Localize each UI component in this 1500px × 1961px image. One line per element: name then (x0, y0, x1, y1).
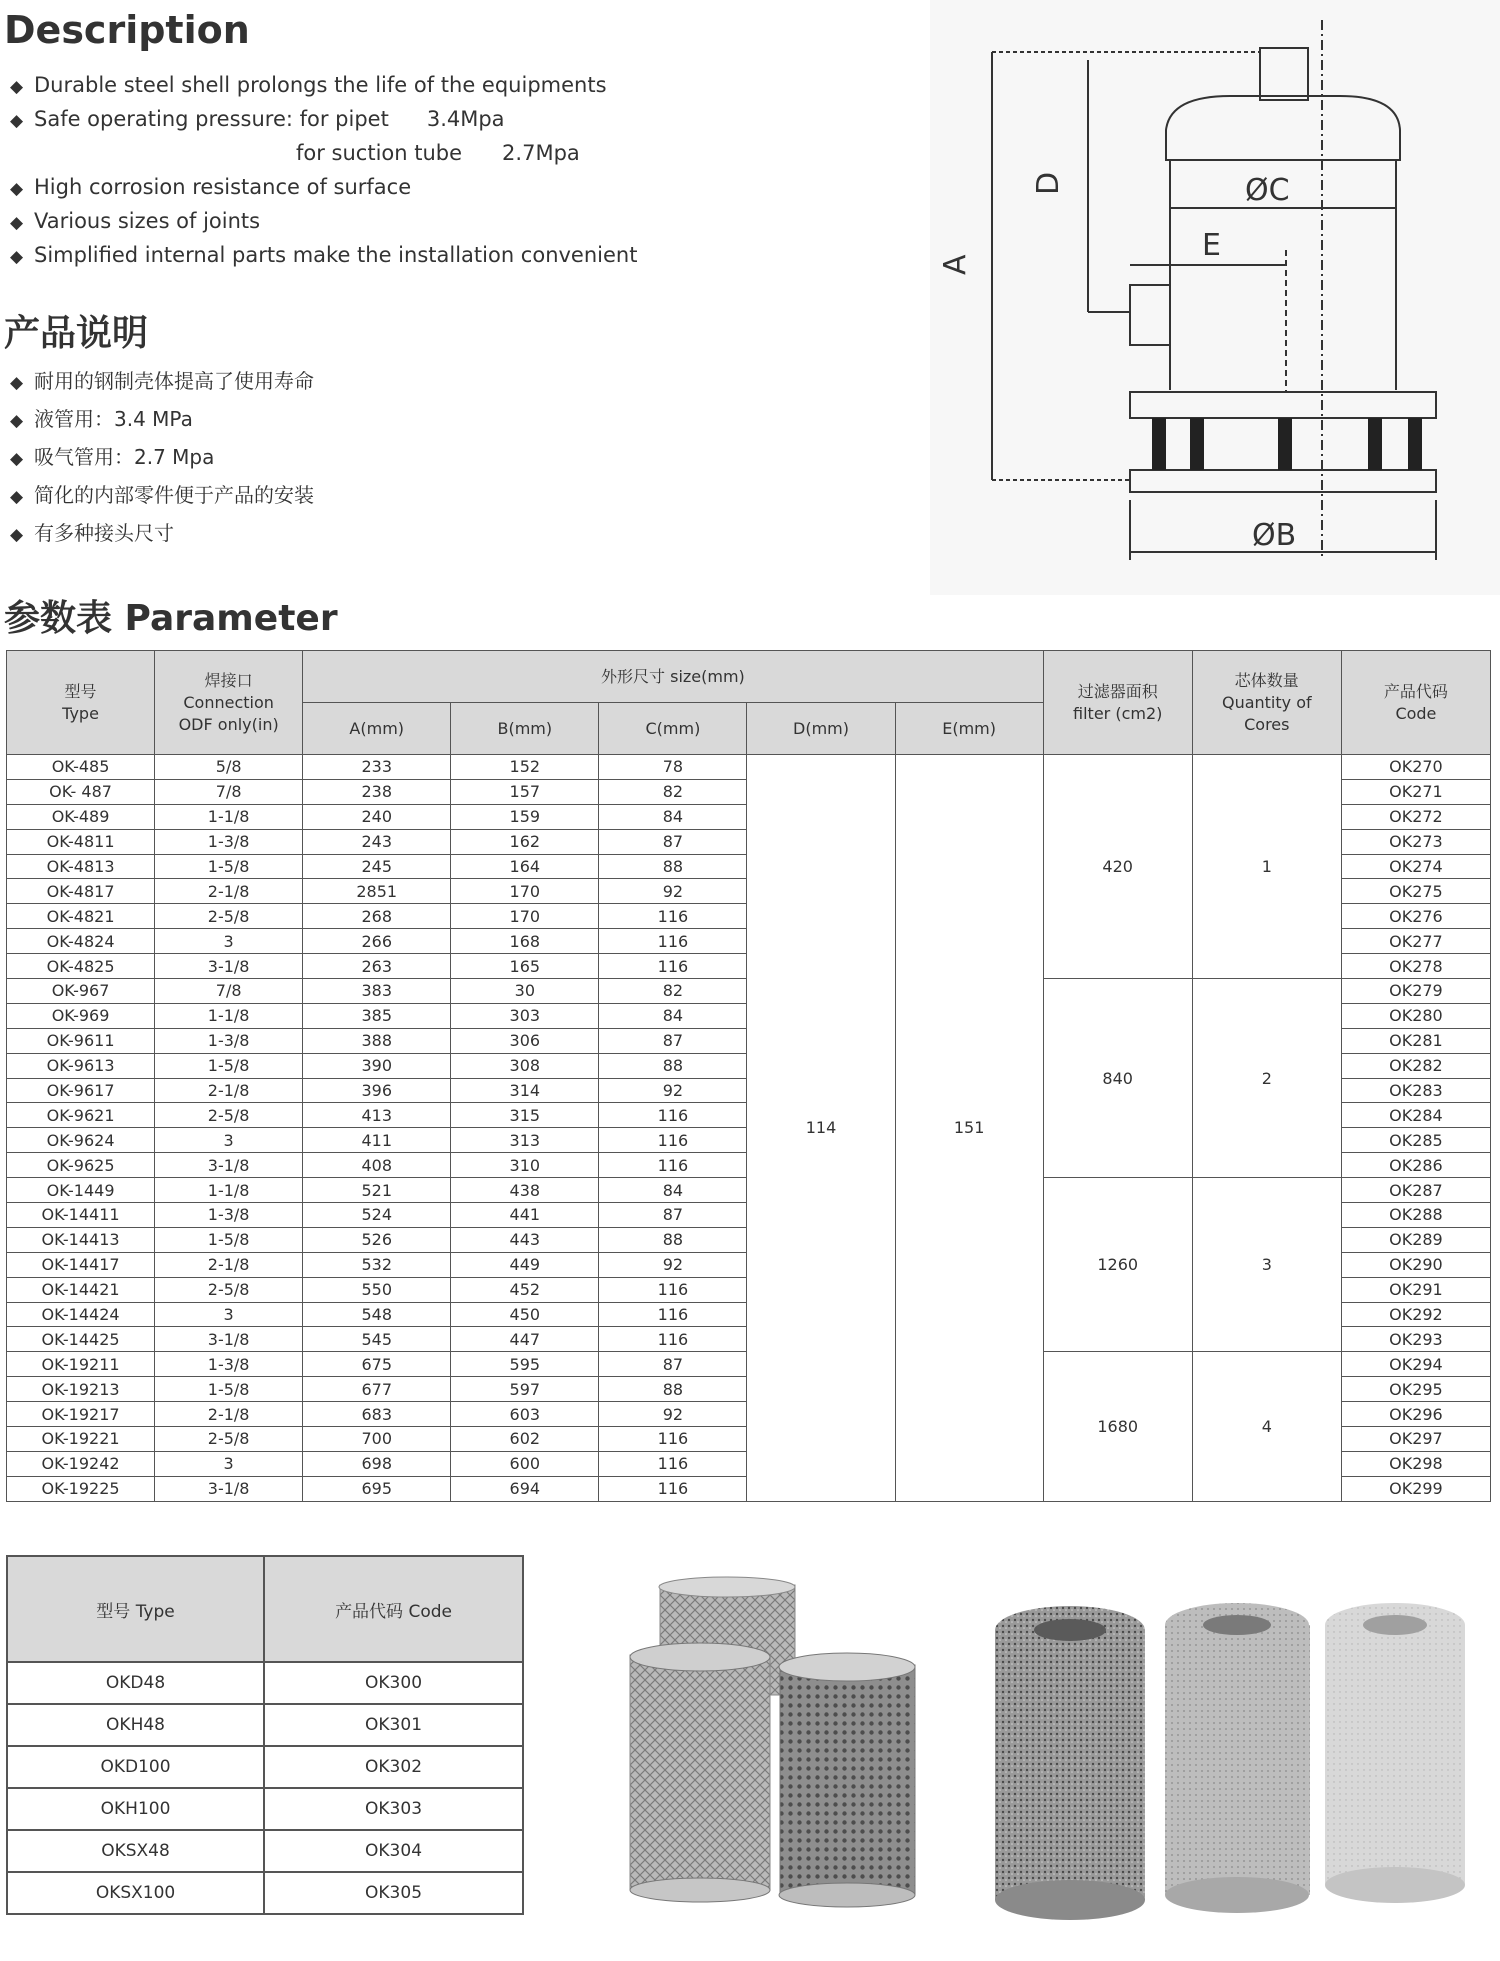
cell-code: OK282 (1341, 1053, 1490, 1078)
cell-type: OK-19225 (7, 1476, 155, 1501)
diamond-bullet-icon: ◆ (10, 77, 24, 97)
header-b: B(mm) (451, 703, 599, 755)
diamond-bullet-icon: ◆ (10, 111, 24, 131)
diamond-bullet-icon: ◆ (10, 449, 24, 469)
table-row (7, 1788, 523, 1830)
cell-c: 116 (599, 1277, 747, 1302)
cell-core-type: OKD48 (7, 1662, 264, 1704)
upper-flange-shape (1130, 392, 1436, 418)
cell-c: 84 (599, 1178, 747, 1203)
cores-header-type: 型号 Type (7, 1556, 264, 1662)
cell-code: OK272 (1341, 804, 1490, 829)
cn-bullet-text: 有多种接头尺寸 (34, 521, 174, 545)
parameter-table-body (7, 755, 1491, 1502)
bullet-text: High corrosion resistance of surface (34, 175, 412, 199)
pressure-suction-value: 2.7Mpa (502, 141, 580, 165)
cell-b: 443 (451, 1227, 599, 1252)
cell-connection: 2-1/8 (155, 1402, 303, 1427)
cell-type: OK-489 (7, 804, 155, 829)
cell-a: 524 (303, 1203, 451, 1228)
cell-type: OK-9621 (7, 1103, 155, 1128)
bullet-item (10, 170, 637, 204)
cell-cores: 3 (1192, 1178, 1341, 1352)
header-a: A(mm) (303, 703, 451, 755)
cell-a: 526 (303, 1227, 451, 1252)
metal-filter-cores-photo (615, 1575, 935, 1915)
cell-c: 116 (599, 1302, 747, 1327)
cell-code: OK277 (1341, 929, 1490, 954)
cell-a: 413 (303, 1103, 451, 1128)
cell-code: OK283 (1341, 1078, 1490, 1103)
cell-a: 388 (303, 1028, 451, 1053)
cell-a: 240 (303, 804, 451, 829)
bullet-text: Durable steel shell prolongs the life of the equipments (34, 73, 607, 97)
desiccant-cores-photo (995, 1600, 1485, 1930)
cell-a: 698 (303, 1451, 451, 1476)
table-row (7, 1830, 523, 1872)
cell-code: OK290 (1341, 1252, 1490, 1277)
cell-filter: 1680 (1043, 1352, 1192, 1501)
cell-c: 88 (599, 1377, 747, 1402)
cell-code: OK276 (1341, 904, 1490, 929)
cell-a: 2851 (303, 879, 451, 904)
cell-b: 602 (451, 1427, 599, 1452)
cell-code: OK292 (1341, 1302, 1490, 1327)
cell-type: OK-4817 (7, 879, 155, 904)
cell-c: 116 (599, 954, 747, 979)
cell-connection: 2-1/8 (155, 1078, 303, 1103)
cell-code: OK296 (1341, 1402, 1490, 1427)
cell-type: OK-1449 (7, 1178, 155, 1203)
cell-a: 545 (303, 1327, 451, 1352)
header-size: 外形尺寸 size(mm) (303, 651, 1043, 703)
cell-a: 683 (303, 1402, 451, 1427)
cell-c: 116 (599, 1103, 747, 1128)
cell-c: 116 (599, 1476, 747, 1501)
cell-type: OK-14413 (7, 1227, 155, 1252)
cell-b: 30 (451, 979, 599, 1004)
header-c: C(mm) (599, 703, 747, 755)
cell-c: 87 (599, 1352, 747, 1377)
cell-a: 521 (303, 1178, 451, 1203)
cell-connection: 1-5/8 (155, 854, 303, 879)
header-code: 产品代码 Code (1341, 651, 1490, 755)
cn-bullet-text: 液管用：3.4 MPa (34, 407, 193, 431)
bullet-text: Various sizes of joints (34, 209, 261, 233)
cell-c: 88 (599, 1227, 747, 1252)
cell-c: 116 (599, 1427, 747, 1452)
cell-b: 165 (451, 954, 599, 979)
description-bullets (10, 68, 637, 272)
diamond-bullet-icon: ◆ (10, 373, 24, 393)
cell-code: OK285 (1341, 1128, 1490, 1153)
bullet-text: Safe operating pressure: for pipet (34, 107, 389, 131)
cell-code: OK299 (1341, 1476, 1490, 1501)
cell-connection: 1-3/8 (155, 1203, 303, 1228)
cell-a: 396 (303, 1078, 451, 1103)
metal-cores-illustration (615, 1575, 935, 1915)
parameter-table (6, 650, 1491, 1502)
cell-code: OK274 (1341, 854, 1490, 879)
table-row (7, 1662, 523, 1704)
cell-c: 116 (599, 929, 747, 954)
bullet-text: Simplified internal parts make the installation convenient (34, 243, 638, 267)
cell-a: 245 (303, 854, 451, 879)
cell-connection: 1-3/8 (155, 1352, 303, 1377)
cell-type: OK-19242 (7, 1451, 155, 1476)
cell-b: 164 (451, 854, 599, 879)
cell-filter: 840 (1043, 979, 1192, 1178)
cell-a: 675 (303, 1352, 451, 1377)
cores-header-code: 产品代码 Code (264, 1556, 523, 1662)
cn-bullet-item (10, 362, 314, 400)
cell-b: 170 (451, 904, 599, 929)
cell-b: 310 (451, 1153, 599, 1178)
cell-c: 84 (599, 1003, 747, 1028)
cell-connection: 2-5/8 (155, 1427, 303, 1452)
cell-c: 92 (599, 1078, 747, 1103)
cell-type: OK-9625 (7, 1153, 155, 1178)
cell-a: 408 (303, 1153, 451, 1178)
cell-type: OK-19221 (7, 1427, 155, 1452)
cn-bullet-text: 简化的内部零件便于产品的安装 (34, 483, 314, 507)
cell-b: 308 (451, 1053, 599, 1078)
cell-connection: 3 (155, 1128, 303, 1153)
description-title: Description (4, 8, 250, 52)
dim-label-d: D (1031, 171, 1066, 195)
cell-connection: 2-5/8 (155, 1277, 303, 1302)
cell-c: 87 (599, 1203, 747, 1228)
cell-type: OK-14411 (7, 1203, 155, 1228)
cell-core-code: OK305 (264, 1872, 523, 1914)
cell-connection: 2-5/8 (155, 904, 303, 929)
pressure-pipet-value: 3.4Mpa (426, 107, 505, 131)
cell-c: 92 (599, 879, 747, 904)
cell-filter: 420 (1043, 755, 1192, 979)
cell-code: OK297 (1341, 1427, 1490, 1452)
header-filter: 过滤器面积 filter (cm2) (1043, 651, 1192, 755)
cell-cores: 4 (1192, 1352, 1341, 1501)
side-port-shape (1130, 285, 1170, 345)
cell-connection: 1-1/8 (155, 1178, 303, 1203)
bolt-shape (1278, 418, 1292, 470)
cell-c: 88 (599, 1053, 747, 1078)
cell-type: OK-19217 (7, 1402, 155, 1427)
cell-type: OK-485 (7, 755, 155, 780)
cell-code: OK275 (1341, 879, 1490, 904)
diamond-bullet-icon: ◆ (10, 179, 24, 199)
pressure-suction-label: for suction tube (296, 141, 463, 165)
dim-label-e: E (1202, 228, 1221, 263)
cell-code: OK291 (1341, 1277, 1490, 1302)
cell-type: OK-967 (7, 979, 155, 1004)
cell-c: 92 (599, 1252, 747, 1277)
cell-code: OK286 (1341, 1153, 1490, 1178)
dim-label-a: A (938, 254, 973, 275)
cell-b: 600 (451, 1451, 599, 1476)
cell-type: OK-969 (7, 1003, 155, 1028)
cell-code: OK295 (1341, 1377, 1490, 1402)
cell-connection: 1-3/8 (155, 1028, 303, 1053)
cell-b: 306 (451, 1028, 599, 1053)
cell-connection: 1-5/8 (155, 1377, 303, 1402)
cell-core-type: OKD100 (7, 1746, 264, 1788)
cores-table-body (7, 1662, 523, 1914)
cell-a: 266 (303, 929, 451, 954)
cell-code: OK279 (1341, 979, 1490, 1004)
cell-b: 314 (451, 1078, 599, 1103)
diamond-bullet-icon: ◆ (10, 213, 24, 233)
cell-a: 695 (303, 1476, 451, 1501)
cell-a: 532 (303, 1252, 451, 1277)
cell-code: OK298 (1341, 1451, 1490, 1476)
cell-connection: 3 (155, 1451, 303, 1476)
bolt-shape (1368, 418, 1382, 470)
cell-b: 447 (451, 1327, 599, 1352)
cell-c: 116 (599, 1128, 747, 1153)
cell-type: OK-14425 (7, 1327, 155, 1352)
cn-bullet-text: 耐用的钢制壳体提高了使用寿命 (34, 369, 314, 393)
cell-connection: 2-1/8 (155, 1252, 303, 1277)
cn-bullet-item (10, 514, 314, 552)
cell-type: OK- 487 (7, 779, 155, 804)
top-nozzle-shape (1260, 48, 1308, 100)
cell-b: 450 (451, 1302, 599, 1327)
header-type: 型号 Type (7, 651, 155, 755)
cell-a: 385 (303, 1003, 451, 1028)
diamond-bullet-icon: ◆ (10, 525, 24, 545)
cell-cores: 1 (1192, 755, 1341, 979)
cell-b: 603 (451, 1402, 599, 1427)
cell-c: 87 (599, 829, 747, 854)
cell-connection: 3 (155, 929, 303, 954)
cell-code: OK289 (1341, 1227, 1490, 1252)
header-connection: 焊接口 Connection ODF only(in) (155, 651, 303, 755)
cell-b: 152 (451, 755, 599, 780)
cell-c: 84 (599, 804, 747, 829)
cell-connection: 3-1/8 (155, 1327, 303, 1352)
cell-c: 82 (599, 979, 747, 1004)
cell-b: 159 (451, 804, 599, 829)
cell-c: 116 (599, 1153, 747, 1178)
cell-core-type: OKSX100 (7, 1872, 264, 1914)
dome-cap-shape (1166, 96, 1400, 160)
cell-a: 233 (303, 755, 451, 780)
table-row (7, 1746, 523, 1788)
cell-connection: 1-1/8 (155, 804, 303, 829)
cell-a: 383 (303, 979, 451, 1004)
cell-b: 168 (451, 929, 599, 954)
cell-b: 162 (451, 829, 599, 854)
cell-b: 694 (451, 1476, 599, 1501)
cell-type: OK-4825 (7, 954, 155, 979)
cell-c: 116 (599, 1451, 747, 1476)
cell-type: OK-14424 (7, 1302, 155, 1327)
cell-type: OK-4824 (7, 929, 155, 954)
cell-b: 313 (451, 1128, 599, 1153)
dim-label-c: ØC (1245, 173, 1290, 208)
diamond-bullet-icon: ◆ (10, 247, 24, 267)
table-row (7, 1704, 523, 1746)
header-d: D(mm) (747, 703, 895, 755)
cell-core-type: OKH48 (7, 1704, 264, 1746)
cell-type: OK-9624 (7, 1128, 155, 1153)
cell-c: 82 (599, 779, 747, 804)
cell-a: 550 (303, 1277, 451, 1302)
cell-type: OK-9611 (7, 1028, 155, 1053)
bullet-item (10, 238, 637, 272)
cell-a: 268 (303, 904, 451, 929)
cell-a: 677 (303, 1377, 451, 1402)
table-row (7, 755, 1491, 780)
bullet-item (10, 204, 637, 238)
cell-connection: 1-3/8 (155, 829, 303, 854)
cell-type: OK-14421 (7, 1277, 155, 1302)
cell-a: 243 (303, 829, 451, 854)
cell-core-code: OK302 (264, 1746, 523, 1788)
diamond-bullet-icon: ◆ (10, 487, 24, 507)
diamond-bullet-icon: ◆ (10, 411, 24, 431)
cell-filter: 1260 (1043, 1178, 1192, 1352)
cell-code: OK294 (1341, 1352, 1490, 1377)
cell-code: OK278 (1341, 954, 1490, 979)
cell-code: OK281 (1341, 1028, 1490, 1053)
bolt-shape (1190, 418, 1204, 470)
cell-a: 700 (303, 1427, 451, 1452)
header-e: E(mm) (895, 703, 1043, 755)
cell-core-type: OKH100 (7, 1788, 264, 1830)
cell-cores: 2 (1192, 979, 1341, 1178)
cell-code: OK288 (1341, 1203, 1490, 1228)
cell-connection: 3-1/8 (155, 1153, 303, 1178)
dim-label-b: ØB (1252, 518, 1297, 553)
cell-connection: 1-5/8 (155, 1053, 303, 1078)
cell-c: 87 (599, 1028, 747, 1053)
cell-b: 452 (451, 1277, 599, 1302)
cell-core-code: OK303 (264, 1788, 523, 1830)
parameter-title: 参数表 Parameter (4, 598, 338, 639)
cell-a: 238 (303, 779, 451, 804)
cell-code: OK287 (1341, 1178, 1490, 1203)
table-row (7, 1872, 523, 1914)
cell-connection: 3-1/8 (155, 954, 303, 979)
cell-connection: 1-5/8 (155, 1227, 303, 1252)
cell-a: 390 (303, 1053, 451, 1078)
cell-connection: 5/8 (155, 755, 303, 780)
cell-code: OK271 (1341, 779, 1490, 804)
cell-connection: 1-1/8 (155, 1003, 303, 1028)
cell-core-code: OK304 (264, 1830, 523, 1872)
cell-a: 411 (303, 1128, 451, 1153)
cell-b: 595 (451, 1352, 599, 1377)
cell-code: OK273 (1341, 829, 1490, 854)
cell-code: OK293 (1341, 1327, 1490, 1352)
cell-b: 170 (451, 879, 599, 904)
cell-type: OK-19211 (7, 1352, 155, 1377)
cell-connection: 7/8 (155, 979, 303, 1004)
cell-c: 78 (599, 755, 747, 780)
cn-bullet-item (10, 400, 314, 438)
cell-type: OK-14417 (7, 1252, 155, 1277)
cell-connection: 3-1/8 (155, 1476, 303, 1501)
cell-type: OK-9617 (7, 1078, 155, 1103)
desiccant-cores-illustration (995, 1600, 1485, 1930)
cell-c: 88 (599, 854, 747, 879)
cell-connection: 2-5/8 (155, 1103, 303, 1128)
cell-b: 449 (451, 1252, 599, 1277)
cell-type: OK-19213 (7, 1377, 155, 1402)
cell-type: OK-4813 (7, 854, 155, 879)
cell-c: 116 (599, 904, 747, 929)
cell-b: 157 (451, 779, 599, 804)
cell-b: 303 (451, 1003, 599, 1028)
cell-core-code: OK300 (264, 1662, 523, 1704)
header-cores: 芯体数量 Quantity of Cores (1192, 651, 1341, 755)
cell-b: 441 (451, 1203, 599, 1228)
dimension-diagram (930, 0, 1500, 595)
cell-d: 114 (747, 755, 895, 1502)
cell-connection: 7/8 (155, 779, 303, 804)
cell-core-code: OK301 (264, 1704, 523, 1746)
cell-b: 438 (451, 1178, 599, 1203)
cell-b: 315 (451, 1103, 599, 1128)
bolt-shape (1152, 418, 1166, 470)
cn-description-bullets (10, 362, 314, 552)
bullet-item (10, 102, 637, 136)
bullet-subline (10, 136, 637, 170)
cell-type: OK-4811 (7, 829, 155, 854)
lower-flange-shape (1130, 470, 1436, 492)
cell-core-type: OKSX48 (7, 1830, 264, 1872)
cell-a: 263 (303, 954, 451, 979)
cell-e: 151 (895, 755, 1043, 1502)
cell-b: 597 (451, 1377, 599, 1402)
filter-drier-drawing (930, 0, 1500, 595)
cn-bullet-item (10, 476, 314, 514)
cell-connection: 2-1/8 (155, 879, 303, 904)
cell-c: 92 (599, 1402, 747, 1427)
cell-type: OK-4821 (7, 904, 155, 929)
cell-code: OK270 (1341, 755, 1490, 780)
cell-a: 548 (303, 1302, 451, 1327)
cell-code: OK280 (1341, 1003, 1490, 1028)
bolt-shape (1408, 418, 1422, 470)
bullet-item (10, 68, 637, 102)
cell-connection: 3 (155, 1302, 303, 1327)
cell-code: OK284 (1341, 1103, 1490, 1128)
cn-bullet-item (10, 438, 314, 476)
cn-bullet-text: 吸气管用：2.7 Mpa (34, 445, 215, 469)
cell-c: 116 (599, 1327, 747, 1352)
cn-description-title: 产品说明 (4, 313, 149, 354)
cores-table (6, 1555, 524, 1915)
cell-type: OK-9613 (7, 1053, 155, 1078)
